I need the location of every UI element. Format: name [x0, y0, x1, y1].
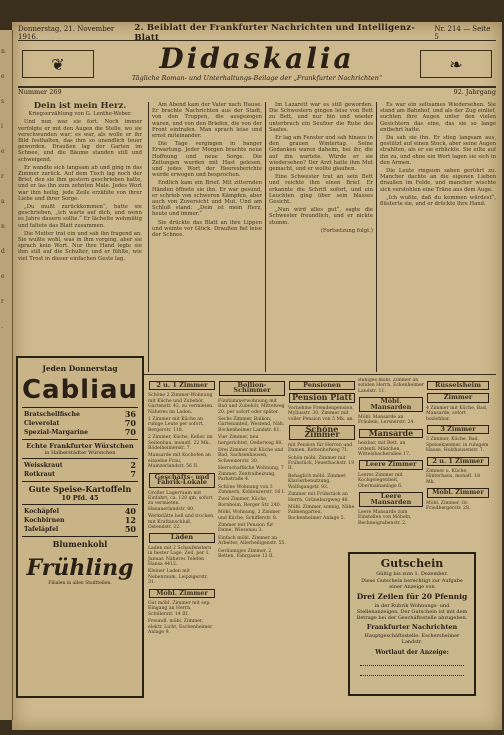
issue-number: Nummer 269	[18, 88, 62, 96]
masthead-subtitle: Tägliche Roman- und Unterhaltungs-Beilage der „Frankfurter Nachrichten“	[131, 74, 383, 82]
story-column-4: Es war ein seltsames Wiedersehen. Sie stand am Bahnhof, und als der Zug einlief, suchten ihre Augen unter den vielen Gesichtern das eine, das sie so lange entbehrt hatte. Da sah sie ihn. Er stieg langsam aus, gestützt auf einen Stock, aber seine Augen strahlten, als er sie erblickte. Sie eilte auf ihn zu, und ohne ein Wort lagen sie sich in den Armen. Die Leute ringsum sahen gerührt zu. Mancher dachte an die eigenen Lieben draußen im Felde, und mancher wischte sich verstohlen eine Träne aus dem Auge. „Ich wußte, daß du kommen würdest“, flüsterte sie, und er drückte ihre Hand.	[380, 102, 496, 208]
classified-heading: Pensionen	[289, 381, 355, 390]
classified-heading: Möbl. Zimmer	[149, 589, 215, 598]
ornament-left-icon: ❦	[22, 50, 94, 78]
coupon-validity: Gültig bis zum 1. Dezember.	[376, 571, 448, 577]
classifieds-column-a: 2 u. 1 Zimmer Schöne 2 Zimmer-Wohnung mit Küche und Zubehör, Gartenstr. 42, zu vermieten. Näheres im Laden. 1 Zimmer mit Küche an ruhige Leute per sofort, Bergerstr. 118. 2 Zimmer, Küche, Keller, im Seitenbau, monatl. 22 Mk., Rödelheimerstr. 7. Mansarde mit Kochofen an einzelne Frau, Mainzerlandstr. 56 II. Geschäfts- und Fabrik-Lokale Großer Lagerraum mit Einfahrt, ca. 120 qm, sofort zu vermieten. Hanauerlandstr. 80. Werkstätte hell und trocken, mit Kraftanschluß, Ostendstr. 22. Läden Laden mit 2 Schaufenstern in bester Lage, Zeil, per 1. Januar. Näheres Telefon Hansa 4412. Kleiner Laden mit Nebenraum, Leipzigerstr. 31. Möbl. Zimmer Gut möbl. Zimmer mit sep. Eingang an Herrn, Schillerstr. 14 III. Freundl. möbl. Zimmer, elektr. Licht, Eschenheimer Anlage 9.	[148, 381, 215, 636]
ad-item: Echte Frankfurter Würstchen	[26, 442, 134, 450]
story-title: Dein ist mein Herz.	[33, 102, 127, 111]
classified-heading: Rüsselsheim	[427, 381, 489, 390]
ad-item: Rotkraut 7	[24, 469, 136, 479]
ad-kohl: Blumenkohl	[52, 539, 108, 549]
top-line	[18, 23, 496, 43]
coupon-box: Gutschein Gültig bis zum 1. Dezember. Diese Gutschein berechtigt zur Aufgabe einer Anzeige von Drei Zeilen für 20 Pfennig in der Rubrik Wohnungs- und Stellenanzeigen. Der Gutschein ist mit dem Betrage bei der Geschäftsstelle abzugeben. Frankfurter Nachrichten Hauptgeschäftsstelle: Eschersheimer Landstr. Wortlaut der Anzeige:	[348, 552, 476, 696]
ad-item: Cleverolat 70	[24, 418, 136, 428]
classified-heading: Möbl. Mansarden	[359, 397, 423, 412]
ad-mid: Gute Speise-Kartoffeln	[28, 484, 132, 494]
classified-heading: 3 Zimmer	[427, 425, 489, 434]
masthead-title: Didaskalia	[159, 42, 355, 75]
page-number: Nr. 214 — Seite 5	[434, 25, 491, 41]
story-column-3: Im Lazarett war es still geworden. Die Schwestern gingen leise von Bett zu Bett, und nur hin und wieder unterbrach ein Seufzer die Ruhe des Saales. Er lag am Fenster und sah hinaus in den grauen Wintertag. Seine Gedanken waren daheim, bei ihr, die auf ihn wartete. Würde er sie wiedersehen? Der Arzt hatte ihm Mut gemacht, und er wollte glauben. Eine Schwester trat an sein Bett und reichte ihm einen Brief. Er erkannte die Schrift sofort, und ein Leuchten ging über sein blasses Gesicht. „Nun wird alles gut“, sagte die Schwester freundlich, und er nickte stumm. (Fortsetzung folgt.)	[269, 102, 373, 234]
masthead	[18, 44, 496, 88]
classified-heading: Bollion-Schimmer	[219, 381, 285, 396]
newspaper-page	[12, 22, 502, 730]
coupon-publisher: Frankfurter Nachrichten	[366, 623, 458, 631]
supplement-title: 2. Beiblatt der Frankfurter Nachrichten und Intelligenz-Blatt	[134, 23, 416, 43]
ornament-right-icon: ❧	[420, 50, 492, 78]
ad-item: Spezial-Margarine 70	[24, 427, 136, 437]
issue-date: Donnerstag, 21. November 1916.	[18, 25, 115, 41]
coupon-offer: Drei Zeilen für 20 Pfennig	[356, 592, 468, 601]
coupon-footer: Wortlaut der Anzeige:	[375, 649, 449, 656]
ad-top-line: Jeden Donnerstag	[42, 364, 118, 373]
story-column-2: Am Abend kam der Vater nach Hause. Er brachte Nachrichten aus der Stadt, von den Truppen, die ausgezogen waren, und von den Briefen, die von der Front eintrafen. Man sprach leise und ernst miteinander. Die Tage vergingen in banger Erwartung. Jeder Morgen brachte neue Hoffnung und neue Sorge. Die Zeitungen wurden mit Hast gelesen, und jedes Wort der Heeresberichte wurde erwogen und besprochen. Endlich kam ein Brief. Mit zitternden Händen öffnete sie ihn. Er war gesund, er schrieb von schweren Kämpfen, aber auch von Zuversicht und Mut. Und am Schluß stand: „Dein ist mein Herz, heute und immer.“ Sie drückte das Blatt an ihre Lippen und weinte vor Glück. Draußen fiel leise der Schnee.	[152, 102, 262, 239]
classifieds-column-e: Rüsselsheim Zimmer 4 Zimmer mit Küche, Bad, Mansarde, sofort beziehbar. 3 Zimmer 3 Zimmer, Küche, Bad, Speisekammer, in ruhigem Hause, Holzhausenstr. 7. 2 u. 1 Zimmer Zimmer u. Küche, Hinterhaus, monatl. 18 Mk. Möbl. Zimmer Möbl. Zimmer, Gr. Friedbergerstr. 28.	[426, 381, 489, 512]
ad-item: Weisskraut 2	[24, 460, 136, 470]
adjacent-page-strip: n e s i e r a n d e r .	[0, 30, 13, 720]
classified-heading: Schöne Zimmer	[289, 425, 355, 440]
ad-mid-price: 10 Pfd. 45	[61, 494, 99, 502]
ad-item: Kochäpfel 40	[24, 506, 136, 516]
ad-item: Kochbirnen 12	[24, 515, 136, 525]
coupon-title: Gutschein	[380, 557, 444, 570]
classified-heading: Zimmer	[427, 393, 489, 402]
ad-item: Tafeläpfel 50	[24, 524, 136, 534]
ad-brand: Frühling	[26, 555, 134, 581]
classified-heading: 2 u. 1 Zimmer	[427, 457, 489, 466]
classified-heading: Läden	[149, 533, 215, 542]
classified-heading: 2 u. 1 Zimmer	[149, 381, 215, 390]
classifieds-column-d: Ruhiges möbl. Zimmer an soliden Herrn, Eckenheimer Landstr. 11. Möbl. Mansarden Möbl. Mansarde an Fräulein, Lersnerstr. 24. Mansarde heizbar, mit Bett, an ordentl. Mädchen, Wittelsbacherallee 17. Leere Zimmer Leeres Zimmer mit Kochgelegenheit, Obermainanlage 6. Leere Mansarden Leere Mansarde zum Einstellen von Möbeln, Rechneigrabenstr. 2.	[358, 378, 424, 526]
info-line	[18, 88, 496, 98]
ad-item: Bratschellfische 36	[24, 409, 136, 419]
cabliau-advertisement: Jeden Donnerstag Cabliau Bratschellfische 36 Cleverolat 70 Spezial-Margarine 70 Echte Frankfurter Würstchen in Halberstädter Würstchen Weisskraut 2 Rotkraut 7 Gute Speise-Kartoffeln 10 Pfd. 45 Kochäpfel 40 Kochbirnen 12 Tafeläpfel 50 Blumenkohl Frühling Filialen in allen Stadtteilen.	[16, 356, 144, 698]
classified-heading: Leere Zimmer	[359, 460, 423, 469]
year-number: 92. Jahrgang	[453, 88, 496, 96]
classified-heading: Mansarde	[359, 429, 423, 438]
story-author: Kriegserzählung von G. Lenthe-Weber.	[28, 111, 132, 118]
classifieds-column-c: Pensionen Pension Platt Vornehme Fremdenpension, Myliusstr. 30, Zimmer mit voller Pension von 5 Mk. an. Schöne Zimmer mit Pension für Herren und Damen, Kettenhofweg 71. Schön möbl. Zimmer mit Frühstück, Feuerbachstr. 19 II. Behaglich möbl. Zimmer, Klavierbenutzung, Wolfsgangstr. 93. Zimmer mit Frühstück an Herrn, Grüneburgweg 48. Möbl. Zimmer, sonnig, Nähe Palmengarten, Bockenheimer Anlage 5.	[288, 381, 355, 521]
classified-heading: Pension Platt	[289, 393, 355, 402]
classifieds-column-b: Bollion-Schimmer Fünfzimmerwohnung mit Bad und Zubehör, Mittelweg 20, per sofort oder später. Sechs Zimmer, Balkon, Gartenanteil, Westend, Näh. Bockenheimer Landstr. 61. Vier Zimmer, neu hergerichtet, Oederweg 88. Drei Zimmer mit Küche und Bad, Sachsenhausen, Schweizerstr. 30. Herrschaftliche Wohnung, 7 Zimmer, Zentralheizung, Parkstraße 4. Schöne Wohnung von 3 Zimmern, Koblenzerstr. 16 I. Zwei Zimmer, Küche, Bornheim, Berger Str. 240. Möbl. Wohnung, 2 Zimmer und Küche, Schifferstr. 8. Zimmer mit Pension für Dame, Wiesenau 3. Einfach möbl. Zimmer an Arbeiter, Allerheiligenstr. 55. Geräumiges Zimmer, 2 Betten, Fahrgasse 12 II.	[218, 381, 286, 559]
story-column: Dein ist mein Herz. Kriegserzählung von G. Lenthe-Weber. Und nun war sie fort. Noch immer verfolgte er mit den Augen die Stelle, wo sie verschwunden war; es war, als wolle er ihr Bild festhalten, das ihm so unendlich teuer geworden. Draußen lag der Garten im Schnee, und die Bäume standen still und schweigend. Er wandte sich langsam ab und ging in das Zimmer zurück. Auf dem Tisch lag noch der Brief, den sie ihm gestern geschrieben hatte, und er las ihn zum zehnten Male. Jedes Wort war ihm heilig, jede Zeile erzählte von ihrer Liebe und ihrer Sorge. „Du mußt zurückkommen“, hatte sie geschrieben, „ich warte auf dich, und wenn es Jahre dauern sollte.“ Er lächelte wehmütig und faltete das Blatt zusammen. Die Mutter trat ein und sah ihn fragend an. Sie wußte wohl, was in ihm vorging, aber sie sprach kein Wort. Nur ihre Hand legte sie ihm still auf die Schulter, und er fühlte, wie viel Trost in dieser einfachen Geste lag.	[18, 102, 142, 262]
classified-heading: Möbl. Zimmer	[427, 488, 489, 497]
ad-headline: Cabliau	[21, 375, 139, 405]
classified-heading: Geschäfts- und Fabrik-Lokale	[149, 473, 215, 488]
classified-heading: Leere Mansarden	[359, 492, 423, 507]
